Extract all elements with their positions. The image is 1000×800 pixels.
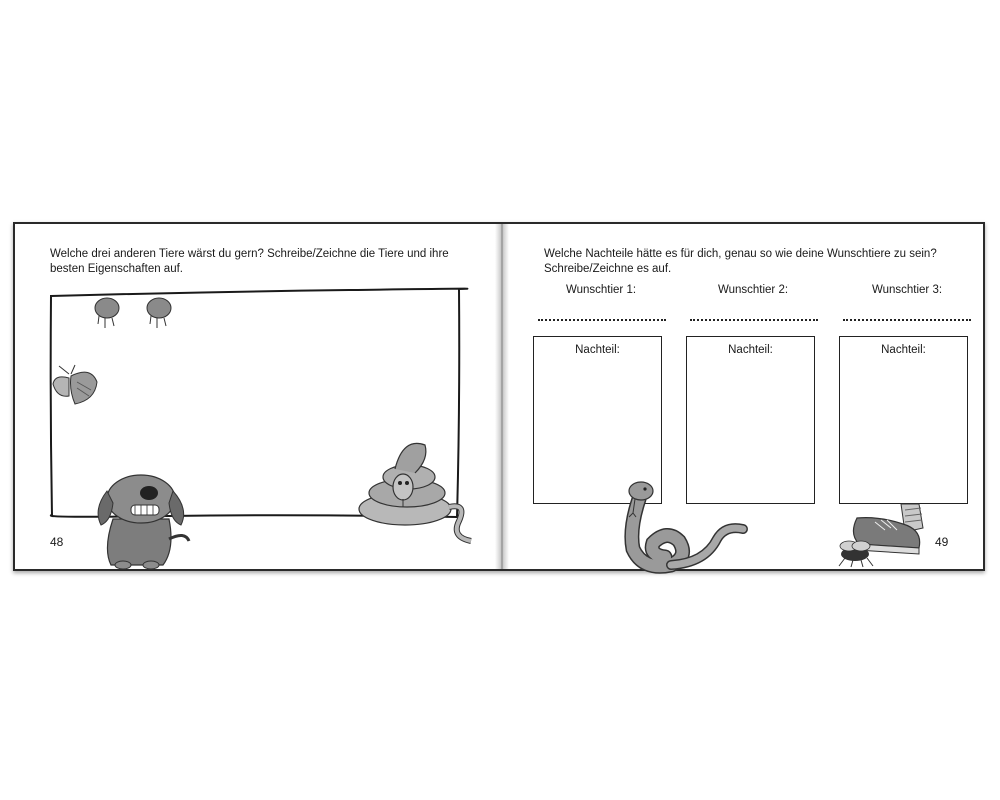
right-page [509,224,983,569]
left-page [15,224,495,569]
nachteil-box-3[interactable] [839,336,968,504]
wunschtier-3-answer-line[interactable] [843,319,971,321]
dog-icon [93,469,193,569]
left-instruction: Welche drei anderen Tiere wärst du gern? Schreibe/Zeichne die Tiere und ihre besten Eigenschaften auf. [50,248,449,275]
wunschtier-3-label: Wunschtier 3: [871,284,943,296]
coiled-snake-icon [355,429,485,549]
book-gutter [495,224,509,569]
wunschtier-1-answer-line[interactable] [538,319,666,321]
page-number-right: 49 [935,535,949,549]
wunschtier-2-answer-line[interactable] [690,319,818,321]
wunschtier-2-label: Wunschtier 2: [717,284,789,296]
paws-icon [95,294,195,334]
right-instruction: Welche Nachteile hätte es für dich, genau so wie deine Wunschtiere zu sein? Schreibe/Zeichne es auf. [544,248,937,275]
page-number-left: 48 [50,535,64,549]
nachteil-label-2: Nachteil: [728,344,773,356]
fly-icon [831,536,879,568]
nachteil-label-3: Nachteil: [881,344,926,356]
nachteil-label-1: Nachteil: [575,344,620,356]
open-book [13,222,985,571]
moth-icon [51,364,101,409]
wunschtier-1-label: Wunschtier 1: [565,284,637,296]
snake-icon [609,479,759,571]
